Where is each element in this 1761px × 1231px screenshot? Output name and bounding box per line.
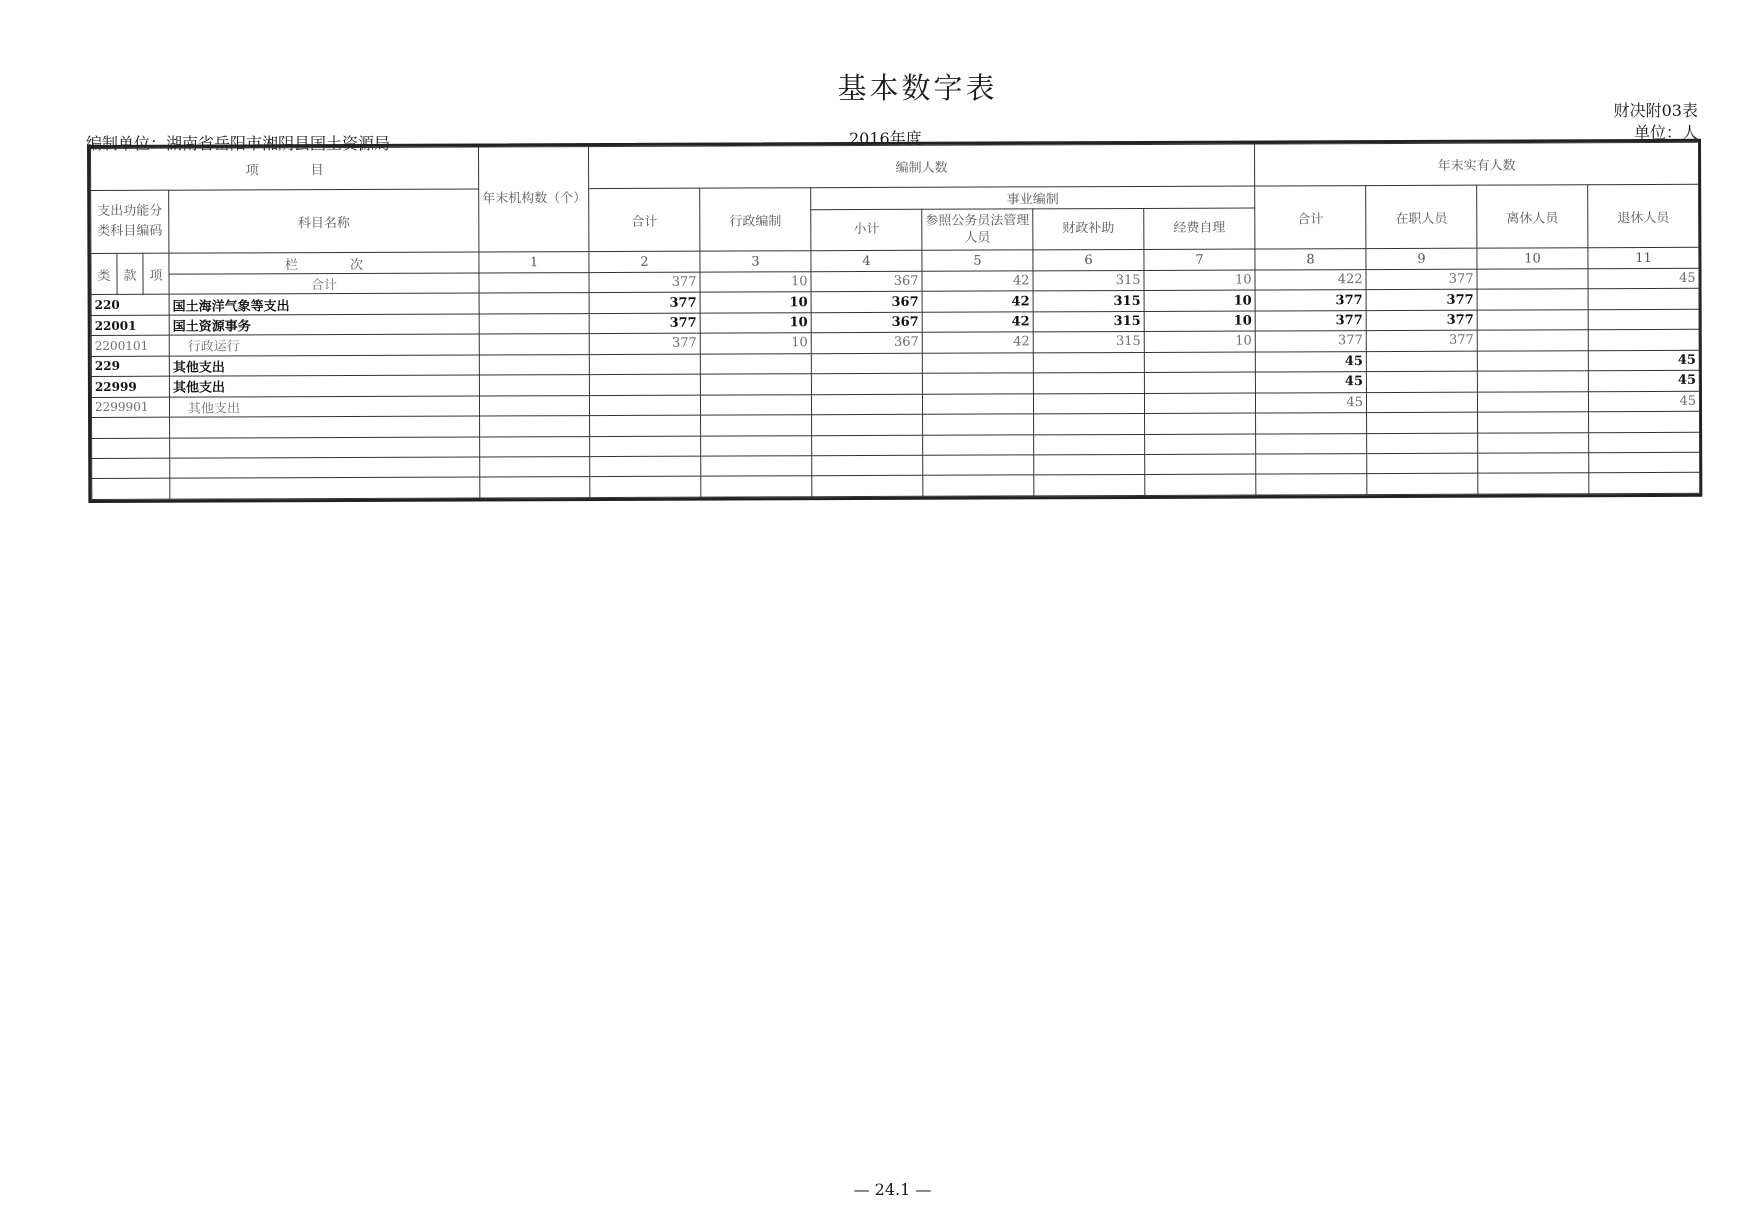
blank-cell (1367, 433, 1478, 454)
blank-cell (170, 477, 480, 499)
subject-name: 国土资源事务 (169, 314, 479, 336)
cell-col-9: 377 (1366, 310, 1477, 331)
column-index: 5 (922, 250, 1033, 271)
cell-col-6: 315 (1033, 291, 1144, 312)
subject-name: 其他支出 (169, 396, 479, 418)
blank-cell (812, 435, 923, 456)
cell-col-9 (1367, 392, 1478, 413)
cell-col-3: 10 (700, 313, 811, 334)
cell-col-11 (1588, 289, 1699, 310)
cell-col-10 (1477, 269, 1588, 290)
cell-col-4: 367 (811, 292, 922, 313)
header-admin-staffing: 行政编制 (700, 188, 811, 252)
blank-cell (590, 415, 701, 436)
header-tuixiu: 退休人员 (1588, 184, 1699, 248)
header-column-index-label: 栏 次 (169, 252, 479, 274)
header-actual-total: 合计 (1255, 186, 1366, 250)
cell-col-2 (589, 374, 700, 395)
cell-col-11 (1588, 330, 1699, 351)
subject-code: 2200101 (91, 335, 169, 356)
blank-cell (1367, 453, 1478, 474)
cell-col-3: 10 (700, 292, 811, 313)
column-index: 7 (1144, 249, 1255, 270)
cell-col-8: 45 (1255, 351, 1366, 372)
cell-col-7 (1144, 393, 1255, 414)
blank-cell (1256, 474, 1367, 495)
cell-col-4: 367 (811, 271, 922, 292)
cell-col-6 (1033, 393, 1144, 414)
header-lixiu: 离休人员 (1477, 185, 1588, 249)
cell-col-9 (1366, 351, 1477, 372)
cell-col-10 (1477, 310, 1588, 331)
blank-cell (1367, 474, 1478, 495)
header-actual-staff: 年末实有人数 (1255, 142, 1699, 186)
cell-col-2: 377 (589, 313, 700, 334)
cell-col-7: 10 (1144, 331, 1255, 352)
cell-col-2: 377 (589, 333, 700, 354)
cell-col-4 (811, 394, 922, 415)
blank-cell (1256, 413, 1367, 434)
header-xiang: 项 (143, 254, 169, 295)
blank-cell (480, 416, 590, 437)
cell-col-11: 45 (1588, 268, 1699, 289)
subject-name: 合计 (169, 273, 479, 295)
cell-col-2: 377 (589, 292, 700, 313)
cell-col-3: 10 (700, 272, 811, 293)
fiscal-year: 2016年度 (849, 129, 922, 148)
cell-col-6 (1033, 352, 1144, 373)
unit-label: 单位：人 (1633, 123, 1698, 142)
cell-col-9: 377 (1366, 330, 1477, 351)
column-index: 6 (1033, 250, 1144, 271)
blank-cell (170, 416, 480, 438)
blank-cell (1478, 473, 1589, 494)
blank-cell (590, 436, 701, 457)
cell-col-8: 377 (1255, 331, 1366, 352)
basic-numbers-table (87, 139, 1702, 503)
blank-cell (1478, 432, 1589, 453)
blank-cell (812, 455, 923, 476)
blank-cell (1256, 433, 1367, 454)
subject-code: 229 (91, 356, 169, 377)
blank-cell (92, 438, 170, 459)
cell-col-1 (479, 395, 589, 416)
blank-cell (1034, 434, 1145, 455)
cell-col-7: 10 (1144, 290, 1255, 311)
cell-col-7: 10 (1144, 311, 1255, 332)
blank-cell (1478, 453, 1589, 474)
column-index: 1 (479, 252, 589, 273)
blank-cell (1478, 412, 1589, 433)
header-staffing: 编制人数 (589, 144, 1255, 189)
blank-cell (923, 455, 1034, 476)
cell-col-1 (479, 354, 589, 375)
subject-code: 2299901 (91, 397, 169, 418)
cell-col-5: 42 (922, 291, 1033, 312)
cell-col-1 (479, 334, 589, 355)
blank-cell (92, 479, 170, 500)
cell-col-9 (1366, 371, 1477, 392)
blank-cell (1034, 475, 1145, 496)
header-in-service: 在职人员 (1366, 185, 1477, 249)
cell-col-11: 45 (1589, 391, 1700, 412)
column-index: 9 (1366, 249, 1477, 270)
header-lei: 类 (91, 254, 117, 295)
subject-code: 22999 (91, 376, 169, 397)
blank-cell (480, 436, 590, 457)
cell-col-5 (922, 393, 1033, 414)
cell-col-10 (1478, 391, 1589, 412)
form-number: 财决附03表 (1613, 101, 1698, 120)
cell-col-10 (1477, 350, 1588, 371)
blank-cell (1589, 452, 1700, 473)
blank-cell (812, 476, 923, 497)
cell-col-4: 367 (811, 312, 922, 333)
header-org-count: 年末机构数（个） (479, 147, 589, 253)
cell-col-1 (479, 375, 589, 396)
cell-col-3 (700, 374, 811, 395)
blank-cell (480, 477, 590, 498)
cell-col-4: 367 (811, 333, 922, 354)
cell-col-1 (479, 272, 589, 293)
blank-cell (701, 435, 812, 456)
subject-code: 22001 (91, 315, 169, 336)
cell-col-7: 10 (1144, 270, 1255, 291)
blank-cell (923, 475, 1034, 496)
blank-cell (923, 414, 1034, 435)
cell-col-6: 315 (1033, 270, 1144, 291)
blank-cell (92, 458, 170, 479)
header-fiscal-subsidy: 财政补助 (1033, 209, 1144, 250)
blank-cell (1367, 412, 1478, 433)
cell-col-11 (1588, 309, 1699, 330)
cell-col-8: 377 (1255, 290, 1366, 311)
header-institution-staffing: 事业编制 (811, 186, 1255, 210)
cell-col-2 (589, 354, 700, 375)
subject-name: 国土海洋气象等支出 (169, 293, 479, 315)
blank-cell (701, 415, 812, 436)
subject-code: 220 (91, 295, 169, 316)
header-subtotal: 小计 (811, 210, 922, 251)
page-title: 基本数字表 (837, 71, 998, 105)
subject-name: 其他支出 (169, 375, 479, 397)
blank-cell (1145, 413, 1256, 434)
blank-cell (812, 414, 923, 435)
blank-cell (923, 434, 1034, 455)
blank-cell (701, 476, 812, 497)
cell-col-11: 45 (1588, 350, 1699, 371)
column-index: 10 (1477, 248, 1588, 269)
blank-cell (1256, 454, 1367, 475)
organization-label: 编制单位：湖南省岳阳市湘阴县国土资源局 (86, 134, 391, 153)
header-staffing-total: 合计 (589, 188, 700, 252)
header-function-code: 支出功能分类科目编码 (91, 190, 169, 254)
blank-cell (1589, 411, 1700, 432)
blank-cell (1589, 473, 1700, 494)
header-civil-servant: 参照公务员法管理人员 (922, 209, 1033, 250)
cell-col-4 (811, 373, 922, 394)
subject-name: 其他支出 (169, 355, 479, 377)
cell-col-1 (479, 293, 589, 314)
cell-col-2: 377 (589, 272, 700, 293)
blank-cell (590, 477, 701, 498)
cell-col-5 (922, 373, 1033, 394)
blank-cell (590, 456, 701, 477)
cell-col-3 (700, 394, 811, 415)
blank-cell (170, 436, 480, 458)
blank-cell (1034, 413, 1145, 434)
cell-col-9: 377 (1366, 289, 1477, 310)
blank-cell (170, 457, 480, 479)
cell-col-3: 10 (700, 333, 811, 354)
cell-col-4 (811, 353, 922, 374)
blank-cell (1589, 432, 1700, 453)
cell-col-8: 422 (1255, 269, 1366, 290)
cell-col-7 (1144, 372, 1255, 393)
column-index: 2 (589, 252, 700, 273)
blank-cell (92, 417, 170, 438)
cell-col-1 (479, 313, 589, 334)
blank-cell (1145, 474, 1256, 495)
cell-col-11: 45 (1588, 370, 1699, 391)
cell-col-8: 377 (1255, 310, 1366, 331)
column-index: 8 (1255, 249, 1366, 270)
cell-col-8: 45 (1255, 372, 1366, 393)
cell-col-5: 42 (922, 312, 1033, 333)
cell-col-5: 42 (922, 271, 1033, 292)
cell-col-9: 377 (1366, 269, 1477, 290)
blank-cell (480, 457, 590, 478)
cell-col-5 (922, 353, 1033, 374)
blank-cell (701, 456, 812, 477)
cell-col-6: 315 (1033, 332, 1144, 353)
header-kuan: 款 (117, 254, 143, 295)
page-number: — 24.1 — (853, 1180, 932, 1199)
cell-col-6 (1033, 373, 1144, 394)
blank-cell (1145, 454, 1256, 475)
column-index: 4 (811, 251, 922, 272)
subject-name: 行政运行 (169, 334, 479, 356)
cell-col-2 (589, 395, 700, 416)
header-item: 项 目 (91, 147, 479, 190)
cell-col-8: 45 (1256, 392, 1367, 413)
cell-col-5: 42 (922, 332, 1033, 353)
cell-col-10 (1477, 330, 1588, 351)
cell-col-3 (700, 353, 811, 374)
header-subject-name: 科目名称 (169, 189, 479, 254)
column-index: 3 (700, 251, 811, 272)
blank-cell (1145, 434, 1256, 455)
header-self-funded: 经费自理 (1144, 208, 1255, 249)
cell-col-7 (1144, 352, 1255, 373)
cell-col-6: 315 (1033, 311, 1144, 332)
cell-col-10 (1477, 371, 1588, 392)
blank-cell (1034, 454, 1145, 475)
cell-col-10 (1477, 289, 1588, 310)
column-index: 11 (1588, 248, 1699, 269)
